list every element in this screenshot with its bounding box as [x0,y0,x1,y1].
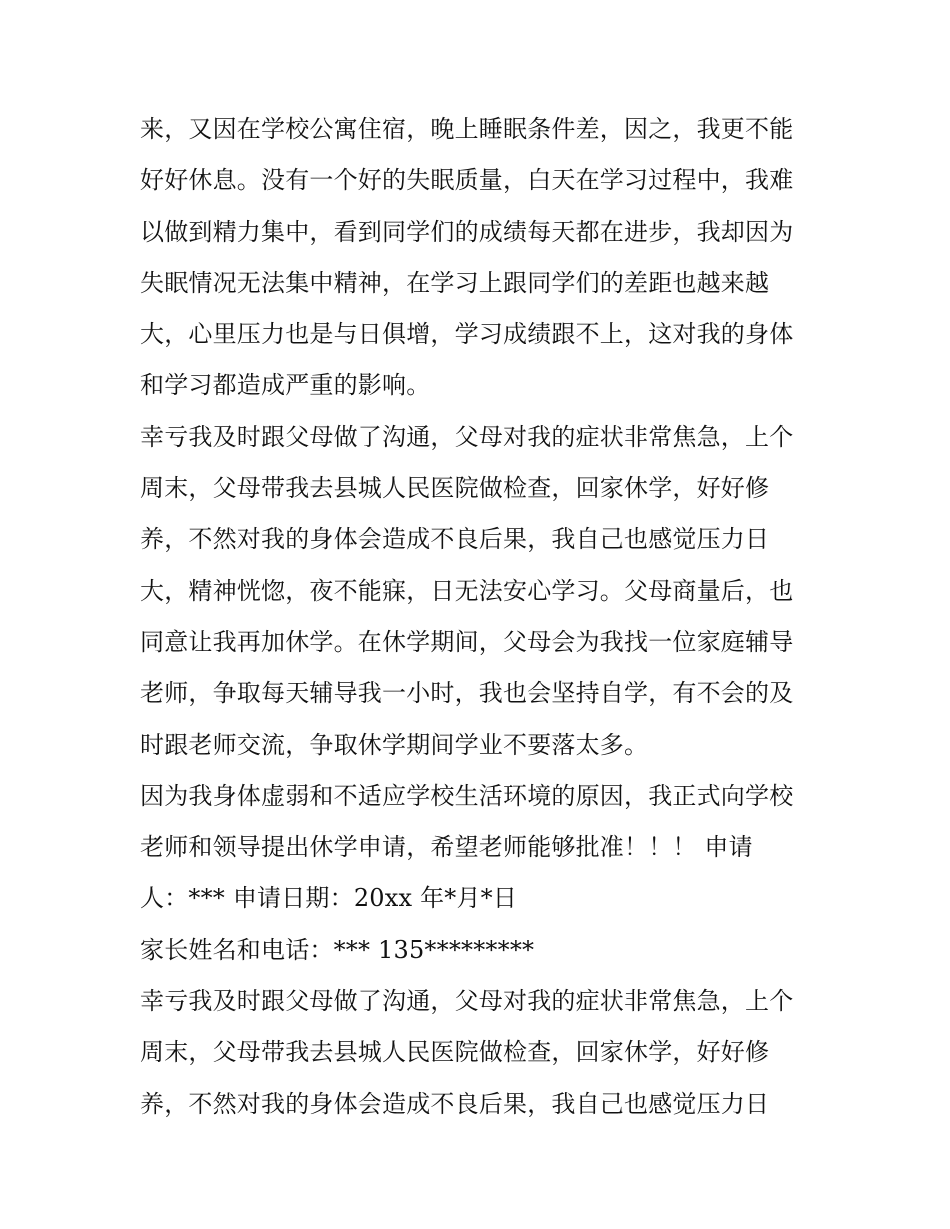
parent-contact-line: 家长姓名和电话：*** 135********* [140,935,535,964]
body-text [140,104,830,1130]
text-line: 周末，父母带我去县城人民医院做检查，回家休学，好好修 [140,474,770,503]
text-line: 同意让我再加休学。在休学期间，父母会为我找一位家庭辅导 [140,627,794,656]
text-line: 大，精神恍惚，夜不能寐，日无法安心学习。父母商量后，也 [140,576,794,605]
applicant-line: 人：*** 申请日期：20xx 年*月*日 [140,884,518,913]
text-line: 幸亏我及时跟父母做了沟通，父母对我的症状非常焦急，上个 [140,987,794,1016]
text-line: 老师，争取每天辅导我一小时，我也会坚持自学，有不会的及 [140,679,794,708]
text-line: 老师和领导提出休学申请，希望老师能够批准！！！ 申请 [140,833,753,862]
text-line: 以做到精力集中，看到同学们的成绩每天都在进步，我却因为 [140,217,794,246]
text-line: 好好休息。没有一个好的失眠质量，白天在学习过程中，我难 [140,166,794,195]
text-line: 养，不然对我的身体会造成不良后果，我自己也感觉压力日 [140,525,770,554]
text-line: 时跟老师交流，争取休学期间学业不要落太多。 [140,730,649,759]
text-line: 来，又因在学校公寓住宿，晚上睡眠条件差，因之，我更不能 [140,115,794,143]
text-line: 因为我身体虚弱和不适应学校生活环境的原因，我正式向学校 [140,781,794,810]
text-line: 幸亏我及时跟父母做了沟通，父母对我的症状非常焦急，上个 [140,422,794,451]
text-line: 和学习都造成严重的影响。 [140,371,431,400]
text-line: 大，心里压力也是与日俱增，学习成绩跟不上，这对我的身体 [140,320,794,349]
text-line: 养，不然对我的身体会造成不良后果，我自己也感觉压力日 [140,1089,770,1118]
text-line: 周末，父母带我去县城人民医院做检查，回家休学，好好修 [140,1038,770,1067]
text-line: 失眠情况无法集中精神，在学习上跟同学们的差距也越来越 [140,268,770,297]
